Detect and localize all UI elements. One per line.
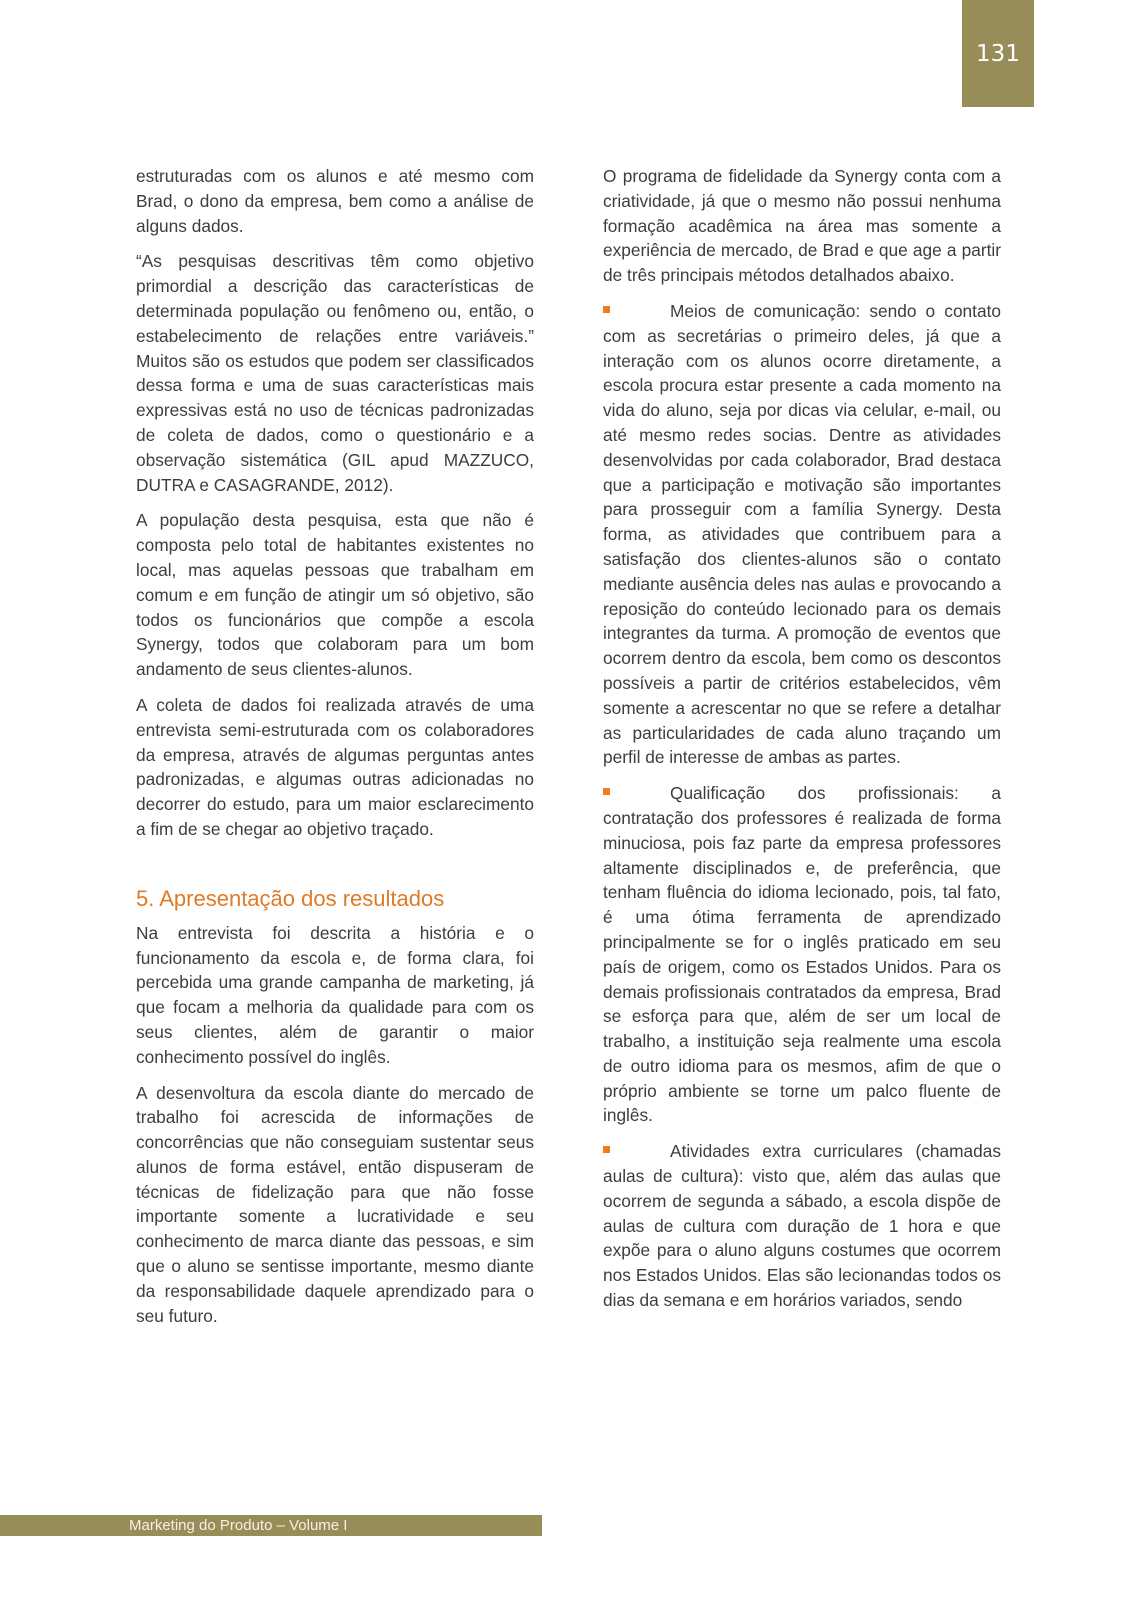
paragraph: O programa de fidelidade da Synergy conta com a criatividade, já que o mesmo não possui nenhuma formação acadêmica na área mas somente a experiência de mercado, de Brad e que age a partir de três principais métodos detalhados abaixo. (603, 166, 1001, 286)
square-bullet-icon (603, 1146, 610, 1153)
bullet-text: Meios de comunicação: sendo o contato com as secretárias o primeiro deles, já que a interação com os alunos ocorre diretamente, a escola procura estar presente a cada momento na vida do aluno, seja por dicas via celular, e-mail, ou até mesmo redes socias. Dentre as atividades desenvolvidas por cada colaborador, Brad destaca que a participação e motivação são importantes para prosseguir com a família Synergy. Desta forma, as atividades que contribuem para a satisfação dos clientes-alunos são o contato mediante ausência deles nas aulas e provocando a reposição do conteúdo lecionado para os demais integrantes da turma. A promoção de eventos que ocorrem dentro da escola, bem como os descontos possíveis a partir de critérios estabelecidos, vêm somente a acrescentar no que se refere a detalhar as particularidades de cada aluno traçando um perfil de interesse de ambas as partes. (603, 300, 1001, 768)
bullet-item (603, 299, 1001, 770)
paragraph: “As pesquisas descritivas têm como objetivo primordial a descrição das características de determinada população ou fenômeno ou, então, o estabelecimento de relações entre variáveis.” Muitos são os estudos que podem ser classificados dessa forma e uma de suas características mais expressivas está no uso de técnicas padronizadas de coleta de dados, como o questionário e a observação sistemática (GIL apud MAZZUCO, DUTRA e CASAGRANDE, 2012). (136, 251, 534, 495)
bullet-text: Atividades extra curriculares (chamadas aulas de cultura): visto que, além das aulas que ocorrem de segunda a sábado, a escola dispõe de aulas de cultura com duração de 1 hora e que expõe para o aluno alguns costumes que ocorrem nos Estados Unidos. Elas são lecionandas todos os dias da semana e em horários variados, sendo (603, 1141, 1001, 1311)
bullet-text: Qualificação dos profissionais: a contratação dos professores é realizada de forma minuciosa, pois faz parte da empresa professores altamente disciplinados e, de preferência, que tenham fluência do idioma lecionado, pois, tal fato, é uma ótima ferramenta de aprendizado principalmente se for o inglês praticado em seu país de origem, como os Estados Unidos. Para os demais profissionais contratados da empresa, Brad se esforça para que, além de ser um local de trabalho, a instituição seja realmente uma escola de outro idioma para os mesmos, afim de que o próprio ambiente se torne um palco fluente de inglês. (603, 783, 1001, 1126)
bullet-item (603, 781, 1001, 1128)
left-column (136, 164, 534, 1339)
paragraph: A desenvoltura da escola diante do mercado de trabalho foi acrescida de informações de concorrências que não conseguiam sustentar seus alunos de forma estável, então dispuseram de técnicas de fidelização para que não fosse importante somente a lucratividade e seu conhecimento de marca diante das pessoas, e sim que o aluno se sentisse importante, mesmo diante da responsabilidade daquele aprendizado para o seu futuro. (136, 1082, 534, 1326)
paragraph: A coleta de dados foi realizada através de uma entrevista semi-estruturada com os colaboradores da empresa, através de algumas perguntas antes padronizadas, e algumas outras adicionadas no decorrer do estudo, para um maior esclarecimento a fim de se chegar ao objetivo traçado. (136, 694, 534, 839)
paragraph: estruturadas com os alunos e até mesmo com Brad, o dono da empresa, bem como a análise de alguns dados. (136, 166, 534, 236)
paragraph: A população desta pesquisa, esta que não é composta pelo total de habitantes existentes no local, mas aquelas pessoas que trabalham em comum e em função de atingir um só objetivo, são todos os funcionários que compõe a escola Synergy, todos que colaboram para um bom andamento de seus clientes-alunos. (136, 510, 534, 680)
right-column (603, 164, 1001, 1324)
footer-title: Marketing do Produto – Volume I (129, 1517, 348, 1534)
page-number: 131 (976, 40, 1020, 67)
paragraph: Na entrevista foi descrita a história e o funcionamento da escola e, de forma clara, foi percebida uma grande campanha de marketing, já que focam a melhoria da qualidade para com os seus clientes, além de garantir o maior conhecimento possível do inglês. (136, 922, 534, 1067)
square-bullet-icon (603, 788, 610, 795)
bullet-item (603, 1139, 1001, 1313)
section-heading: 5. Apresentação dos resultados (136, 885, 445, 911)
page-number-tab (962, 0, 1034, 107)
square-bullet-icon (603, 306, 610, 313)
